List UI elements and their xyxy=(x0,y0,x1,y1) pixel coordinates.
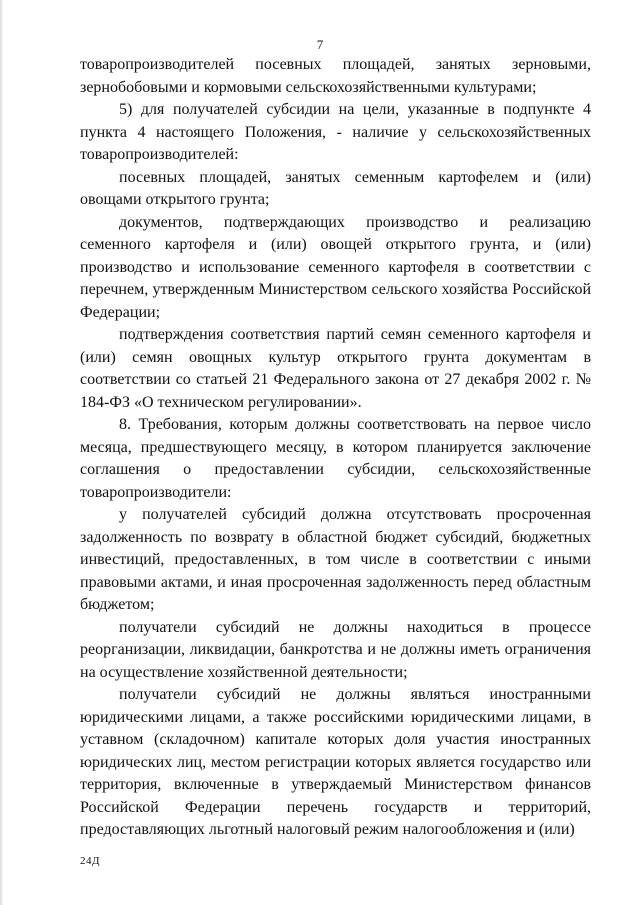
paragraph-documents: документов, подтверждающих производство и реализацию семенного картофеля и (или) овощей открытого грунта, и (или) производство и использование семенного картофеля в соответствии с перечнем, утвержденным Министерством сельского хозяйства Российской Федерации; xyxy=(80,213,591,321)
page-edge xyxy=(0,0,3,905)
page-number: 7 xyxy=(316,37,324,52)
paragraph-continuation: товаропроизводителей посевных площадей, занятых зерновыми, зернобобовыми и кормовыми сельскохозяйственными культурами; xyxy=(80,56,591,96)
paragraph-no-reorganization: получатели субсидий не должны находиться в процессе реорганизации, ликвидации, банкротства и не должны иметь ограничения на осуществление хозяйственной деятельности; xyxy=(80,618,591,681)
paragraph-seed-conformity: подтверждения соответствия партий семян семенного картофеля и (или) семян овощных культур открытого грунта документам в соответствии со статьей 21 Федерального закона от 27 декабря 2002 г. № 184-ФЗ «О техническом регулировании». xyxy=(80,326,591,411)
paragraph-item-5: 5) для получателей субсидии на цели, указанные в подпункте 4 пункта 4 настоящего Положения, - наличие у сельскохозяйственных товаропроизводителей: xyxy=(80,101,591,163)
paragraph-sown-areas: посевных площадей, занятых семенным картофелем и (или) овощами открытого грунта; xyxy=(80,168,591,208)
paragraph-not-foreign: получатели субсидий не должны являться иностранными юридическими лицами, а также российскими юридическими лицами, в уставном (складочном) капитале которых доля участия иностранных юридических лиц, местом регистрации которых является государство или территория, включенные в утверждаемый Министерством финансов Российской Федерации перечень государств и территорий, предоставляющих льготный налоговый режим налогообложения и (или) xyxy=(80,686,591,838)
paragraph-no-debt: у получателей субсидий должна отсутствовать просроченная задолженность по возврату в областной бюджет субсидий, бюджетных инвестиций, предоставленных, в том числе в соответствии с иными правовыми актами, и иная просроченная задолженность перед областным бюджетом; xyxy=(80,506,591,613)
paragraph-item-8: 8. Требования, которым должны соответствовать на первое число месяца, предшествующего месяцу, в котором планируется заключение соглашения о предоставлении субсидии, сельскохозяйственные товаропроизводители: xyxy=(80,416,591,501)
footer-code: 24Д xyxy=(80,855,101,867)
document-body xyxy=(80,54,591,842)
